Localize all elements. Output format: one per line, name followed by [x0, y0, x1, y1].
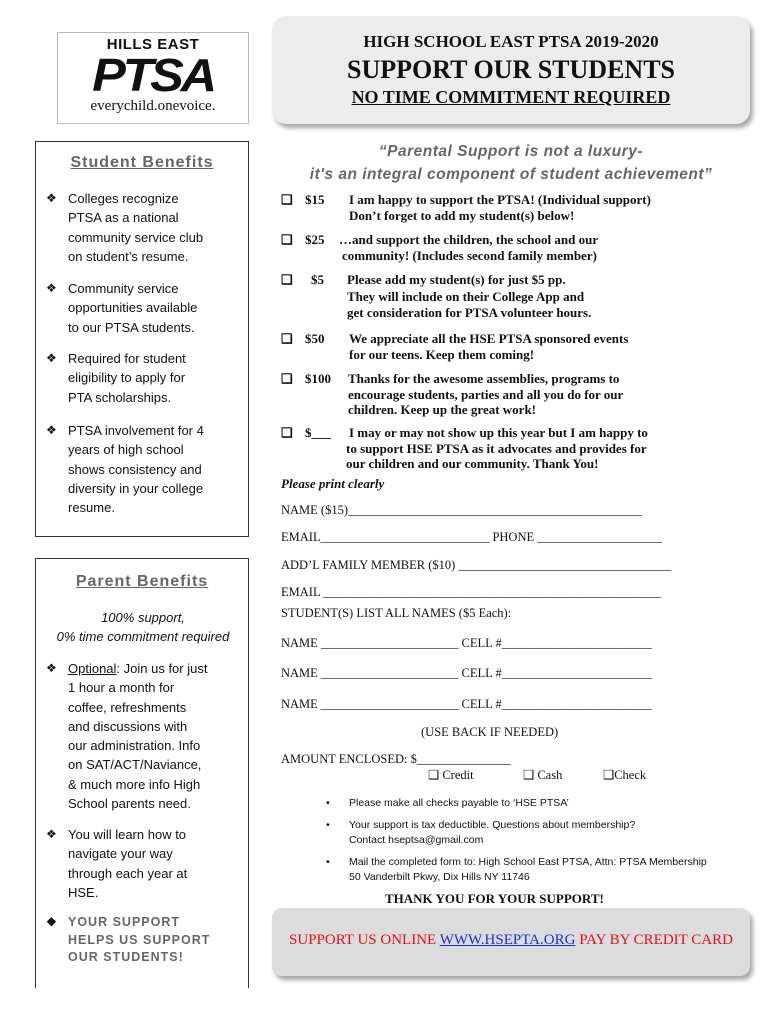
checkbox-icon[interactable]: ❑ — [428, 768, 440, 782]
parent-benefit-1: ❖ Optional: Join us for just 1 hour a month for coffee, refreshments and discussions with our administration. Info on SAT/ACT/Naviance, & much more info High School parents need. — [46, 661, 208, 812]
student-benefit-1: ❖ Colleges recognize PTSA as a national community service club on student’s resume. — [46, 191, 204, 264]
student-row-3[interactable]: NAME ______________________ CELL #________________________ — [281, 697, 652, 711]
diamond-bullet-icon: ❖ — [46, 281, 57, 295]
diamond-bullet-icon: ❖ — [46, 191, 57, 205]
pay-credit-option[interactable]: ❑ Credit — [428, 768, 474, 782]
print-clearly-label: Please print clearly — [281, 476, 385, 491]
diamond-bullet-icon: ❖ — [46, 351, 57, 365]
website-link[interactable]: WWW.HSEPTA.ORG — [439, 932, 576, 948]
banner-line3: NO TIME COMMITMENT REQUIRED — [351, 87, 671, 107]
checkbox-icon[interactable]: ❑ — [281, 331, 293, 346]
thank-you-text: THANK YOU FOR YOUR SUPPORT! — [385, 891, 604, 906]
option-15: ❑ $15 I am happy to support the PTSA! (Individual support) Don’t forget to add my student(s) below! — [281, 192, 651, 223]
checkbox-icon[interactable]: ❑ — [281, 192, 293, 207]
students-label: STUDENT(S) LIST ALL NAMES ($5 Each): — [281, 606, 512, 620]
checkbox-icon[interactable]: ❑ — [281, 272, 293, 287]
name-field[interactable]: NAME ($15)_______________________________________________ — [281, 503, 642, 517]
note-mail-form: • Mail the completed form to: High School East PTSA, Attn: PTSA Membership 50 Vanderbilt Pkwy, Dix Hills NY 11746 — [326, 856, 707, 883]
parent-benefit-3: ❖ YOUR SUPPORT HELPS US SUPPORT OUR STUDENTS! — [46, 915, 211, 964]
student-benefit-4: ❖ PTSA involvement for 4 years of high school shows consistency and diversity in your college resume. — [46, 423, 204, 516]
option-50: ❑ $50 We appreciate all the HSE PTSA sponsored events for our teens. Keep them coming! — [281, 331, 629, 362]
email-phone-field[interactable]: EMAIL___________________________ PHONE ____________________ — [281, 530, 663, 544]
note-tax-deductible: • Your support is tax deductible. Questions about membership? Contact hseptsa@gmail.com — [326, 819, 636, 846]
logo-top: HILLS EAST — [106, 36, 200, 53]
amount-enclosed-field[interactable]: AMOUNT ENCLOSED: $_______________ — [281, 752, 511, 766]
diamond-bullet-icon: ❖ — [46, 423, 57, 437]
parent-benefits-title: Parent Benefits — [75, 573, 209, 590]
parent-subtitle-1: 100% support, — [101, 610, 185, 625]
parent-benefit-2: ❖ You will learn how to navigate your way through each year at HSE. — [46, 827, 188, 900]
ptsa-logo — [57, 32, 249, 124]
option-25: ❑ $25 …and support the children, the school and our community! (Includes second family member) — [281, 232, 599, 263]
header-banner — [272, 16, 750, 124]
note-checks-payable: • Please make all checks payable to ‘HSE PTSA’ — [326, 797, 569, 809]
logo-tagline: everychild.onevoice. — [90, 98, 216, 114]
diamond-bullet-icon: ❖ — [46, 661, 57, 675]
banner-line1: HIGH SCHOOL EAST PTSA 2019-2020 — [363, 32, 659, 51]
use-back-note: (USE BACK IF NEEDED) — [421, 725, 559, 739]
footer-text: SUPPORT US ONLINE WWW.HSEPTA.ORG PAY BY CREDIT CARD — [289, 932, 733, 948]
option-100: ❑ $100 Thanks for the awesome assemblies, programs to encourage students, parties and all you do for our children. Keep up the great work! — [281, 371, 624, 417]
diamond-bullet-icon: ❖ — [46, 915, 58, 929]
checkbox-icon[interactable]: ❑ — [281, 425, 293, 440]
email2-field[interactable]: EMAIL ______________________________________________________ — [281, 585, 661, 599]
diamond-bullet-icon: ❖ — [46, 827, 57, 841]
student-row-1[interactable]: NAME ______________________ CELL #________________________ — [281, 636, 652, 650]
quote: “Parental Support is not a luxury- it's an integral component of student achievement” — [309, 143, 713, 183]
banner-line2: SUPPORT OUR STUDENTS — [346, 55, 675, 84]
option-custom: ❑ $___ I may or may not show up this year but I am happy to to support HSE PTSA as it advocates and provides for our children and our community. Thank You! — [281, 425, 648, 471]
footer-banner — [272, 908, 750, 976]
pay-cash-option[interactable]: ❑ Cash — [523, 768, 563, 782]
checkbox-icon[interactable]: ❑ — [523, 768, 535, 782]
student-benefits-title: Student Benefits — [70, 154, 214, 171]
checkbox-icon[interactable]: ❑ — [281, 371, 293, 386]
student-benefit-3: ❖ Required for student eligibility to apply for PTA scholarships. — [46, 351, 186, 405]
option-5: ❑ $5 Please add my student(s) for just $5 pp. They will include on their College App and get consideration for PTSA volunteer hours. — [281, 272, 592, 320]
logo-main: PTSA — [92, 49, 214, 101]
parent-benefits-panel — [35, 558, 249, 988]
checkbox-icon[interactable]: ❑ — [603, 768, 615, 782]
student-row-2[interactable]: NAME ______________________ CELL #________________________ — [281, 666, 652, 680]
parent-subtitle-2: 0% time commitment required — [56, 629, 230, 644]
student-benefits-panel — [35, 141, 249, 537]
pay-check-option[interactable]: ❑Check — [603, 768, 647, 782]
checkbox-icon[interactable]: ❑ — [281, 232, 293, 247]
student-benefit-2: ❖ Community service opportunities available to our PTSA students. — [46, 281, 198, 335]
additional-family-field[interactable]: ADD’L FAMILY MEMBER ($10) __________________________________ — [281, 558, 671, 572]
